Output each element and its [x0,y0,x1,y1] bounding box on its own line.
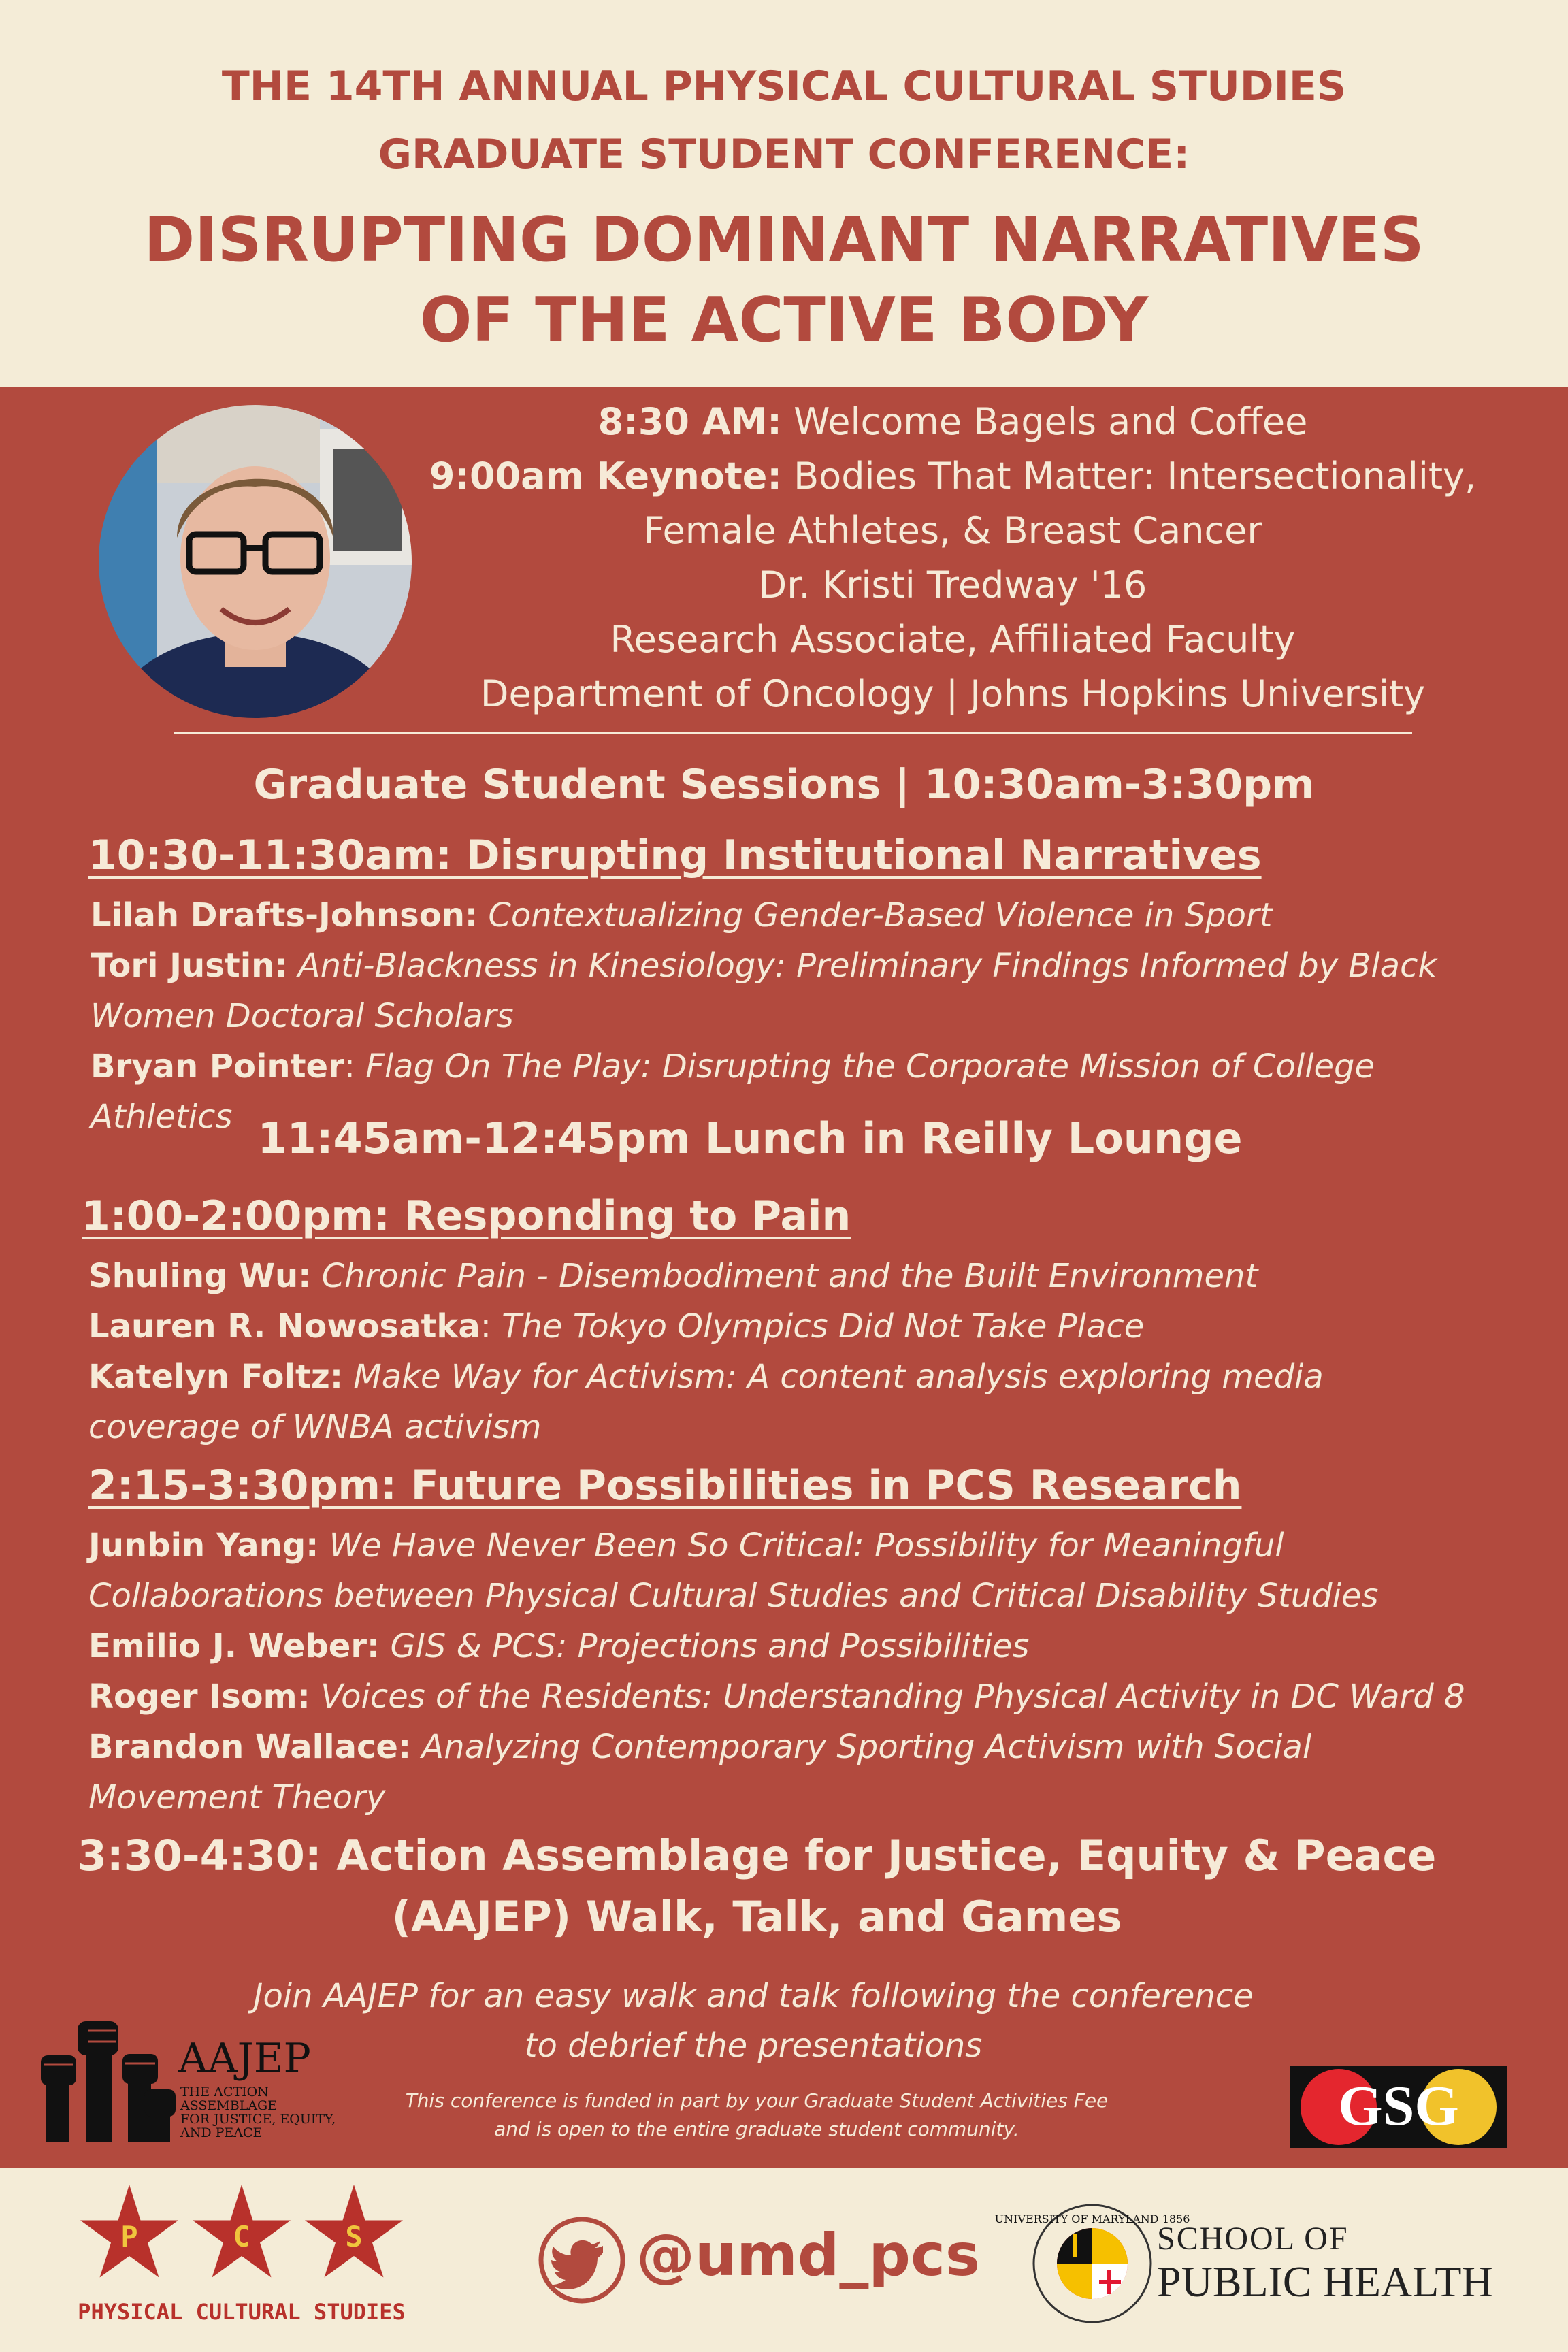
presentation-title: Make Way for Activism: A content analysis exploring media [343,1358,1324,1396]
conference-title-2: OF THE ACTIVE BODY [419,284,1149,356]
session-3-entry-4 [88,1722,1518,1823]
aajep-sub-4: AND PEACE [180,2125,263,2140]
aajep-event-line-2: (AAJEP) Walk, Talk, and Games [391,1892,1122,1942]
seal-text: UNIVERSITY OF MARYLAND 1856 [994,2212,1190,2225]
presentation-title: GIS & PCS: Projections and Possibilities [380,1627,1030,1665]
pcs-letter: C [233,2220,250,2253]
presenter-name: Lilah Drafts-Johnson: [91,896,478,934]
presenter-name: Brandon Wallace: [88,1728,412,1766]
aajep-sub-1: THE ACTION [180,2085,269,2100]
keynote-portrait [95,402,415,721]
welcome-time: 8:30 AM: [598,400,782,443]
twitter-handle[interactable]: @umd_pcs [636,2221,981,2289]
presentation-title: Chronic Pain - Disembodiment and the Built Environment [311,1257,1258,1295]
presenter-name: Bryan Pointer [91,1047,344,1085]
presentation-title-cont: Athletics [91,1098,233,1136]
presentation-title: Anti-Blackness in Kinesiology: Preliminary Findings Informed by Black [287,947,1437,985]
sessions-heading: Graduate Student Sessions | 10:30am-3:30pm [253,761,1315,808]
twitter-icon[interactable] [538,2216,626,2304]
keynote-role: Research Associate, Affiliated Faculty [610,618,1296,661]
session-3-entry-2 [88,1621,1518,1671]
presenter-name: Roger Isom: [88,1678,310,1716]
session-1-entry-2 [91,941,1520,1041]
raised-fists-icon [35,2014,178,2144]
gsg-logo-text: GSG [1338,2074,1459,2138]
presenter-name: Tori Justin: [91,947,288,985]
presentation-title-cont: Movement Theory [88,1778,386,1816]
pcs-letter: P [120,2220,138,2253]
keynote-speaker: Dr. Kristi Tredway '16 [758,564,1147,606]
session-2-heading: 1:00-2:00pm: Responding to Pain [82,1192,851,1240]
header-line-1: THE 14TH ANNUAL PHYSICAL CULTURAL STUDIES [221,63,1347,110]
funding-note-2: and is open to the entire graduate student community. [494,2118,1019,2140]
presentation-title-cont: coverage of WNBA activism [88,1408,542,1446]
aajep-desc-2: to debrief the presentations [524,2027,983,2065]
gsg-logo [1290,2066,1507,2148]
aajep-desc-1: Join AAJEP for an easy walk and talk following the conference [253,1977,1254,2015]
presentation-title-cont: Women Doctoral Scholars [91,997,514,1035]
session-2-entry-2 [88,1301,1518,1352]
presenter-name: Shuling Wu: [88,1257,312,1295]
welcome-line [381,395,1524,448]
presentation-title: Analyzing Contemporary Sporting Activism with Social [411,1728,1312,1766]
session-1-heading: 10:30-11:30am: Disrupting Institutional Narratives [88,832,1262,879]
keynote-line [381,449,1524,503]
session-3-entry-3 [88,1671,1518,1722]
umd-seal-icon [994,2202,1190,2325]
presenter-name: Emilio J. Weber: [88,1627,380,1665]
section-divider [174,732,1412,734]
presentation-title: Voices of the Residents: Understanding Physical Activity in DC Ward 8 [310,1678,1465,1716]
lunch-heading: 11:45am-12:45pm Lunch in Reilly Lounge [257,1113,1243,1163]
keynote-title-1: Bodies That Matter: Intersectionality, [781,455,1477,497]
presenter-colon: : [344,1047,355,1085]
session-3-entry-1 [88,1520,1518,1621]
aajep-logo-name: AAJEP [178,2035,311,2082]
presentation-title: We Have Never Been So Critical: Possibility for Meaningful [318,1526,1284,1565]
keynote-time: 9:00am Keynote: [429,455,782,497]
presenter-name: Katelyn Foltz: [88,1358,344,1396]
keynote-affiliation: Department of Oncology | Johns Hopkins University [480,672,1426,715]
aajep-sub-2: ASSEMBLAGE [180,2098,278,2113]
header-line-2: GRADUATE STUDENT CONFERENCE: [378,131,1190,178]
pcs-letter: S [345,2220,363,2253]
school-line-2: PUBLIC HEALTH [1157,2257,1493,2306]
welcome-text: Welcome Bagels and Coffee [781,400,1308,443]
presenter-name: Junbin Yang: [88,1526,319,1565]
presentation-title-cont: Collaborations between Physical Cultural Studies and Critical Disability Studies [88,1577,1379,1615]
presentation-title: Contextualizing Gender-Based Violence in Sport [478,896,1273,934]
session-2-entry-3 [88,1352,1518,1452]
pcs-logo [65,2185,419,2348]
session-1-entry-1 [91,890,1520,941]
session-2-entry-1 [88,1251,1518,1301]
funding-note-1: This conference is funded in part by your Graduate Student Activities Fee [405,2089,1109,2112]
school-line-1: SCHOOL OF [1157,2221,1349,2257]
header-band [0,0,1568,387]
aajep-sub-3: FOR JUSTICE, EQUITY, [180,2112,336,2127]
presentation-title: The Tokyo Olympics Did Not Take Place [491,1307,1145,1345]
keynote-title-2: Female Athletes, & Breast Cancer [643,509,1262,552]
presentation-title: Flag On The Play: Disrupting the Corporate Mission of College [355,1047,1375,1085]
aajep-logo-sub [180,2085,336,2140]
conference-title-1: DISRUPTING DOMINANT NARRATIVES [144,204,1424,276]
aajep-event-line-1: 3:30-4:30: Action Assemblage for Justice, Equity & Peace [77,1831,1437,1880]
session-3-heading: 2:15-3:30pm: Future Possibilities in PCS Research [88,1462,1242,1509]
presenter-name: Lauren R. Nowosatka [88,1307,480,1345]
pcs-label: PHYSICAL CULTURAL STUDIES [78,2299,406,2325]
presenter-colon: : [480,1307,491,1345]
